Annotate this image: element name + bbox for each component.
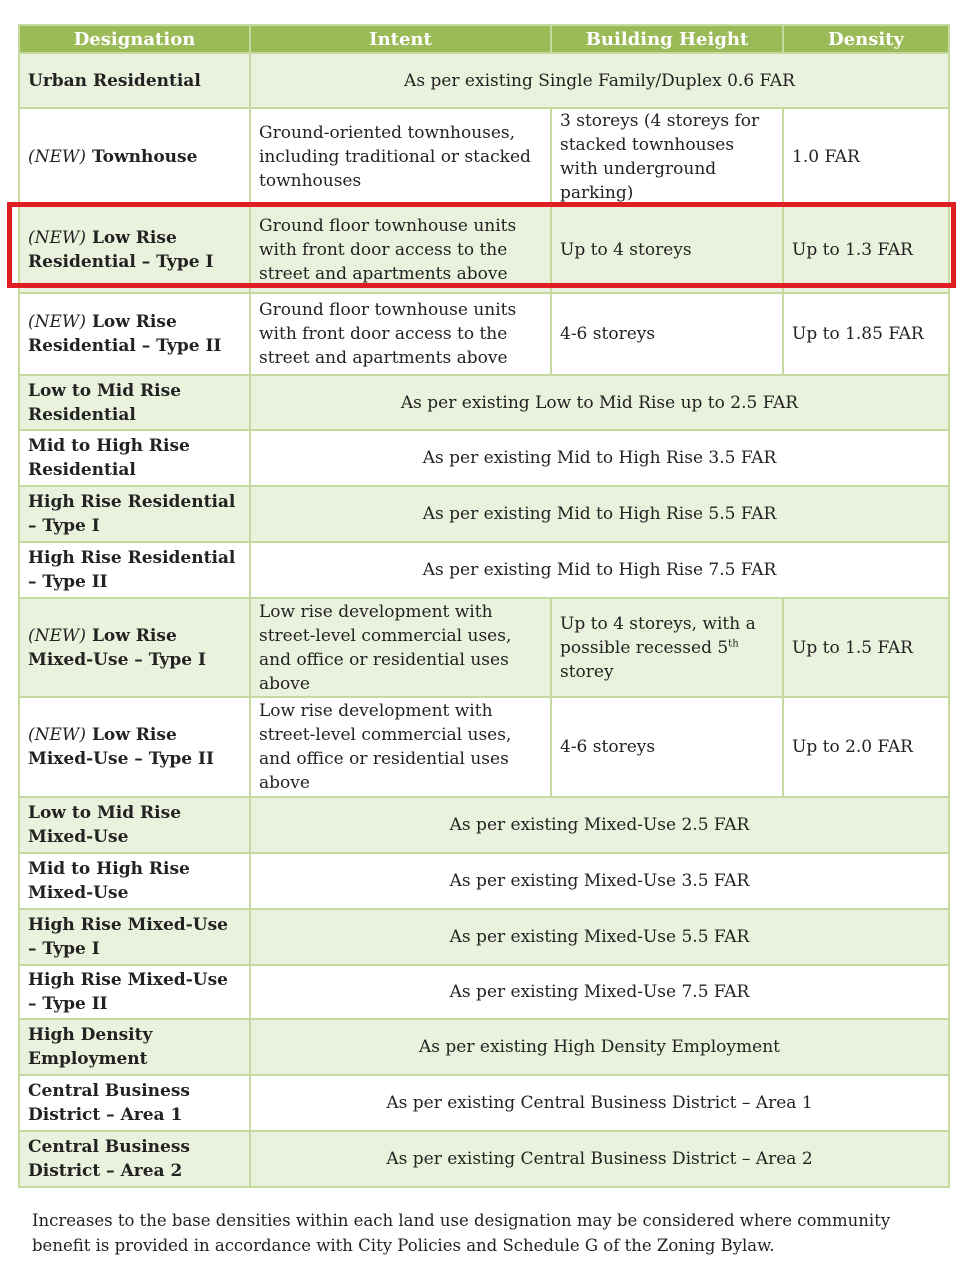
new-tag: (NEW) (28, 725, 87, 745)
density-cell: Up to 1.3 FAR (783, 206, 949, 293)
merged-cell: As per existing Mixed-Use 3.5 FAR (250, 853, 949, 909)
merged-cell: As per existing Low to Mid Rise up to 2.5 FAR (250, 375, 949, 430)
designation-label: High Density Employment (28, 1025, 153, 1069)
designation-cell (19, 375, 250, 430)
new-tag: (NEW) (28, 227, 87, 248)
height-cell (551, 108, 783, 206)
designation-label: Low Rise Residential – Type II (28, 312, 222, 356)
merged-cell: As per existing Mixed-Use 7.5 FAR (250, 965, 949, 1019)
table-row (19, 1131, 949, 1187)
height-text: 4-6 storeys (560, 737, 656, 757)
height-text: Up to 4 storeys (560, 239, 692, 260)
designation-label: Central Business District – Area 2 (28, 1137, 190, 1181)
table-row (19, 1019, 949, 1075)
intent-cell: Ground-oriented townhouses, including traditional or stacked townhouses (250, 108, 551, 206)
designation-label: Low Rise Mixed-Use – Type II (28, 725, 214, 769)
intent-cell: Low rise development with street-level commercial uses, and office or residential uses above (250, 697, 551, 797)
density-cell: Up to 1.5 FAR (783, 598, 949, 697)
height-text: Up to 4 storeys, with a possible recessed 5 (560, 613, 756, 658)
header-intent: Intent (250, 25, 551, 53)
designation-cell (19, 1019, 250, 1075)
designation-cell (19, 909, 250, 965)
table-row (19, 486, 949, 542)
height-cell (551, 697, 783, 797)
table-row (19, 542, 949, 598)
height-tail: storey (560, 661, 614, 682)
merged-cell: As per existing Mid to High Rise 5.5 FAR (250, 486, 949, 542)
table-row (19, 206, 949, 293)
designation-label: Low to Mid Rise Residential (28, 380, 182, 425)
table-row (19, 909, 949, 965)
land-use-table (18, 24, 950, 1188)
designation-label: Central Business District – Area 1 (28, 1081, 190, 1125)
header-row (19, 25, 949, 53)
designation-cell (19, 853, 250, 909)
designation-cell (19, 108, 250, 206)
designation-cell (19, 206, 250, 293)
table-row (19, 1075, 949, 1131)
table-row (19, 797, 949, 853)
intent-cell: Ground floor townhouse units with front door access to the street and apartments above (250, 293, 551, 375)
table-row (19, 598, 949, 697)
designation-cell (19, 598, 250, 697)
merged-cell: As per existing Mid to High Rise 7.5 FAR (250, 542, 949, 598)
intent-cell: Low rise development with street-level commercial uses, and office or residential uses above (250, 598, 551, 697)
designation-cell (19, 486, 250, 542)
table-row (19, 965, 949, 1019)
designation-cell (19, 797, 250, 853)
designation-cell (19, 697, 250, 797)
density-cell: Up to 1.85 FAR (783, 293, 949, 375)
merged-cell: As per existing Central Business District – Area 1 (250, 1075, 949, 1131)
density-cell: 1.0 FAR (783, 108, 949, 206)
height-text: 3 storeys (4 storeys for stacked townhouses with underground parking) (560, 111, 760, 203)
merged-cell: As per existing Mixed-Use 5.5 FAR (250, 909, 949, 965)
table-row (19, 853, 949, 909)
new-tag: (NEW) (28, 147, 87, 167)
designation-label: Mid to High Rise Mixed-Use (28, 859, 190, 903)
height-superscript: th (728, 637, 739, 649)
designation-cell (19, 542, 250, 598)
designation-label: Urban Residential (28, 70, 201, 91)
density-cell: Up to 2.0 FAR (783, 697, 949, 797)
merged-cell: As per existing Mixed-Use 2.5 FAR (250, 797, 949, 853)
designation-label: Low Rise Residential – Type I (28, 227, 214, 272)
height-text: 4-6 storeys (560, 324, 656, 344)
height-cell (551, 206, 783, 293)
designation-cell (19, 1075, 250, 1131)
designation-cell (19, 293, 250, 375)
designation-label: Mid to High Rise Residential (28, 436, 190, 480)
designation-label: High Rise Mixed-Use – Type II (28, 970, 228, 1014)
intent-cell: Ground floor townhouse units with front door access to the street and apartments above (250, 206, 551, 293)
height-cell (551, 293, 783, 375)
footnote: Increases to the base densities within each land use designation may be considered where community benefit is provided in accordance with City Policies and Schedule G of the Zoning Bylaw. (32, 1211, 891, 1255)
table-row (19, 293, 949, 375)
merged-cell: As per existing High Density Employment (250, 1019, 949, 1075)
designation-label: Low to Mid Rise Mixed-Use (28, 803, 182, 847)
new-tag: (NEW) (28, 312, 87, 332)
designation-label: High Rise Residential – Type I (28, 492, 236, 536)
new-tag: (NEW) (28, 625, 87, 646)
header-density: Density (783, 25, 949, 53)
designation-label: High Rise Residential – Type II (28, 548, 236, 592)
header-building-height: Building Height (551, 25, 783, 53)
merged-cell: As per existing Single Family/Duplex 0.6 FAR (250, 53, 949, 108)
designation-cell (19, 965, 250, 1019)
merged-cell: As per existing Central Business District – Area 2 (250, 1131, 949, 1187)
designation-cell (19, 53, 250, 108)
table-row (19, 697, 949, 797)
merged-cell: As per existing Mid to High Rise 3.5 FAR (250, 430, 949, 486)
height-cell (551, 598, 783, 697)
designation-label: High Rise Mixed-Use – Type I (28, 915, 228, 959)
table-row (19, 53, 949, 108)
header-designation: Designation (19, 25, 250, 53)
table-row (19, 375, 949, 430)
designation-cell (19, 1131, 250, 1187)
designation-cell (19, 430, 250, 486)
table-row (19, 430, 949, 486)
table-row (19, 108, 949, 206)
designation-label: Townhouse (91, 147, 198, 167)
designation-label: Low Rise Mixed-Use – Type I (28, 625, 206, 670)
